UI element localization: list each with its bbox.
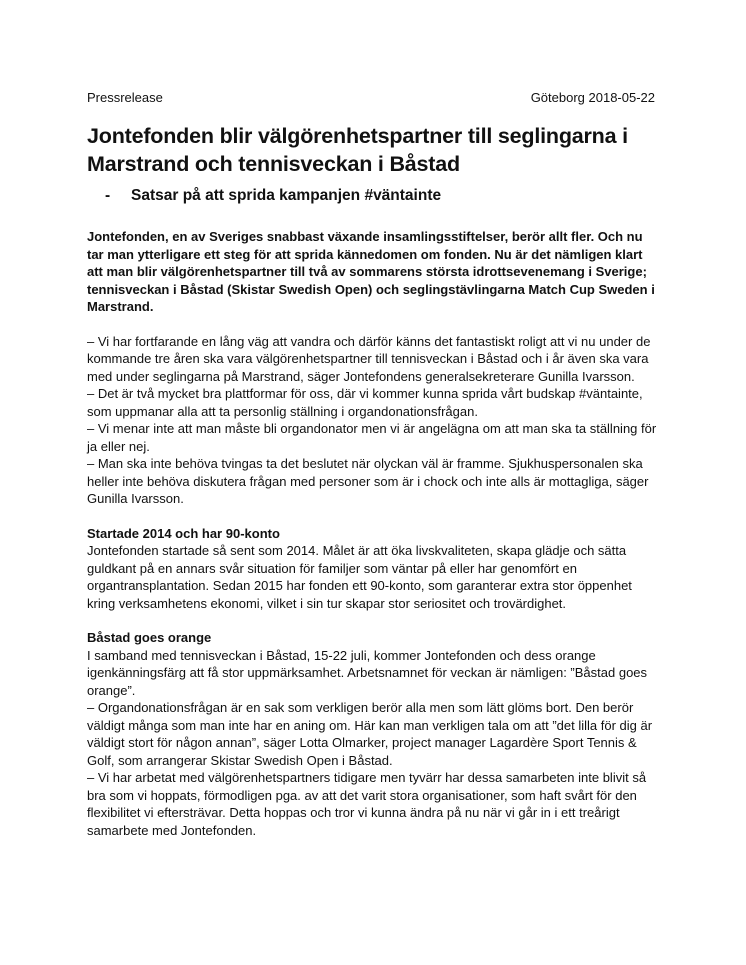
document-type-label: Pressrelease bbox=[87, 90, 163, 105]
subtitle-text: Satsar på att sprida kampanjen #väntainte bbox=[131, 187, 442, 204]
lead-paragraph: Jontefonden, en av Sveriges snabbast växande insamlingsstiftelser, berör allt fler. Och nu tar man ytterligare ett steg för att sprida kännedomen om fonden. Nu är det nämligen klart att man blir välgörenhetspartner till två av sommarens största idrottsevenemang i Sverige; tennisveckan i Båstad (Skistar Swedish Open) och seglingstävlingarna Match Cup Sweden i Marstrand. bbox=[87, 229, 655, 314]
quote-paragraph: – Vi har fortfarande en lång väg att vandra och därför känns det fantastiskt roligt att vi nu under de kommande tre åren ska vara välgörenhetspartner till tennisveckan i Båstad och i år även ska vara med under seglingarna på Marstrand, säger Jontefondens generalsekreterare Gunilla Ivarsson. bbox=[87, 333, 651, 384]
place-date: Göteborg 2018-05-22 bbox=[530, 90, 655, 105]
quote-paragraph: – Det är två mycket bra plattformar för oss, där vi kommer kunna sprida vårt budskap #väntainte, som uppmanar alla att ta personlig ställning i organdonationsfrågan. bbox=[87, 386, 643, 419]
section-heading-bastad: Båstad goes orange bbox=[87, 630, 212, 645]
section-paragraph: I samband med tennisveckan i Båstad, 15-22 juli, kommer Jontefonden och dess orange igenkänningsfärg att få stor uppmärksamhet. Arbetsnamnet för veckan är nämligen: ”Båstad goes orange”. bbox=[87, 647, 648, 698]
article-body bbox=[87, 228, 661, 839]
quote-paragraph: – Man ska inte behöva tvingas ta det beslutet när olyckan väl är framme. Sjukhuspersonalen ska heller inte behöva diskutera frågan med personer som är i chock och inte alls är mottagliga, säger Gunilla Ivarsson. bbox=[87, 456, 649, 506]
section-paragraph: – Vi har arbetat med välgörenhetspartners tidigare men tyvärr har dessa samarbeten inte blivit så bra som vi hoppats, förmodligen pga. av att det varit stora organisationer, som haft svårt för den flexibilitet vi eftersträvar. Detta hoppas och tror vi kunna ändra på nu när vi går in i ett treårigt samarbete med Jontefonden. bbox=[87, 770, 647, 838]
page-title: Jontefonden blir välgörenhetspartner till seglingarna i Marstrand och tennisveckan i Båstad bbox=[87, 124, 628, 176]
section-heading-90-konto: Startade 2014 och har 90-konto bbox=[87, 525, 280, 541]
subtitle-bullet: - bbox=[105, 187, 111, 204]
subtitle bbox=[105, 186, 441, 206]
quote-paragraph: – Vi menar inte att man måste bli organdonator men vi är angelägna om att man ska ta ställning för ja eller nej. bbox=[87, 421, 657, 454]
section-paragraph: – Organdonationsfrågan är en sak som verkligen berör alla men som lätt glöms bort. Den berör väldigt många som man inte har en aning om. Här kan man verkligen tala om att ”det lilla för dig är väldigt stort för någon annan”, säger Lotta Olmarker, project manager Lagardère Sport Tennis & Golf, som arrangerar Skistar Swedish Open i Båstad. bbox=[87, 700, 653, 768]
header-row bbox=[87, 90, 655, 106]
section-paragraph: Jontefonden startade så sent som 2014. Målet är att öka livskvaliteten, skapa glädje och sätta guldkant på en annars svår situation för familjer som väntar på eller har genomfört en organtransplantation. Sedan 2015 har fonden ett 90-konto, som garanterar extra stor öppenhet kring verksamhetens ekonomi, vilket i sin tur skapar stor seriositet och trovärdighet. bbox=[87, 543, 632, 611]
